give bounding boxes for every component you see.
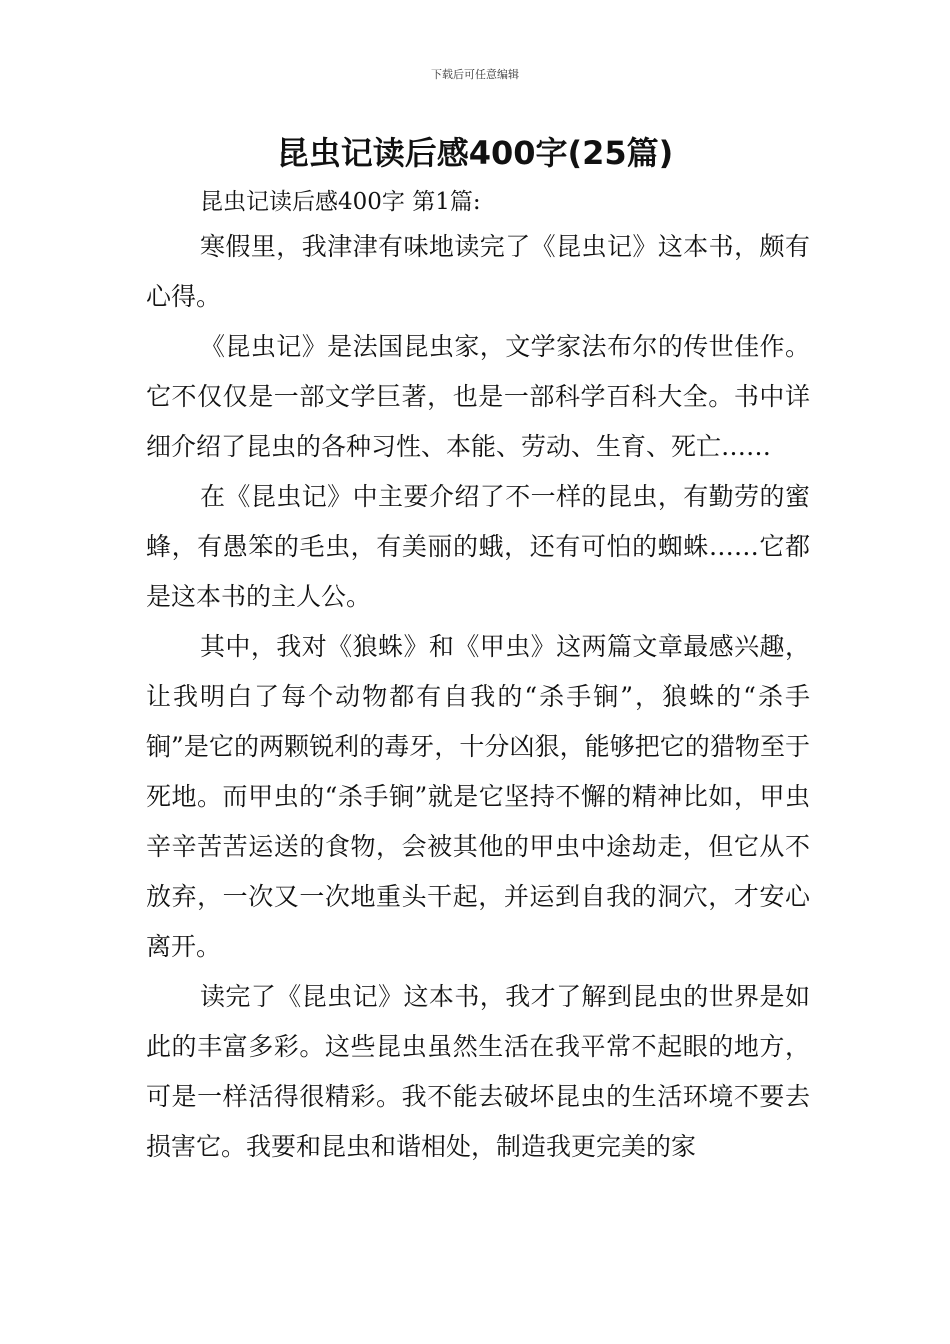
article-body bbox=[146, 222, 810, 1172]
paragraph: 读完了《昆虫记》这本书，我才了解到昆虫的世界是如此的丰富多彩。这些昆虫虽然生活在我平常不起眼的地方，可是一样活得很精彩。我不能去破坏昆虫的生活环境不要去损害它。我要和昆虫和谐相处，制造我更完美的家 bbox=[146, 982, 810, 1161]
paragraph: 在《昆虫记》中主要介绍了不一样的昆虫，有勤劳的蜜蜂，有愚笨的毛虫，有美丽的蛾，还有可怕的蜘蛛……它都是这本书的主人公。 bbox=[146, 482, 810, 611]
section-subtitle: 昆虫记读后感400字 第1篇: bbox=[200, 189, 481, 215]
header-note: 下载后可任意编辑 bbox=[431, 68, 519, 81]
paragraph: 《昆虫记》是法国昆虫家，文学家法布尔的传世佳作。它不仅仅是一部文学巨著，也是一部科学百科大全。书中详细介绍了昆虫的各种习性、本能、劳动、生育、死亡…… bbox=[146, 332, 810, 461]
paragraph: 寒假里，我津津有味地读完了《昆虫记》这本书，颇有心得。 bbox=[146, 232, 810, 311]
document-title: 昆虫记读后感400字(25篇) bbox=[276, 134, 674, 172]
paragraph: 其中，我对《狼蛛》和《甲虫》这两篇文章最感兴趣，让我明白了每个动物都有自我的“杀手锏”，狼蛛的“杀手锏”是它的两颗锐利的毒牙，十分凶狠，能够把它的猎物至于死地。而甲虫的“杀手锏”就是它坚持不懈的精神比如，甲虫辛辛苦苦运送的食物，会被其他的甲虫中途劫走，但它从不放弃，一次又一次地重头干起，并运到自我的洞穴，才安心离开。 bbox=[146, 632, 810, 961]
